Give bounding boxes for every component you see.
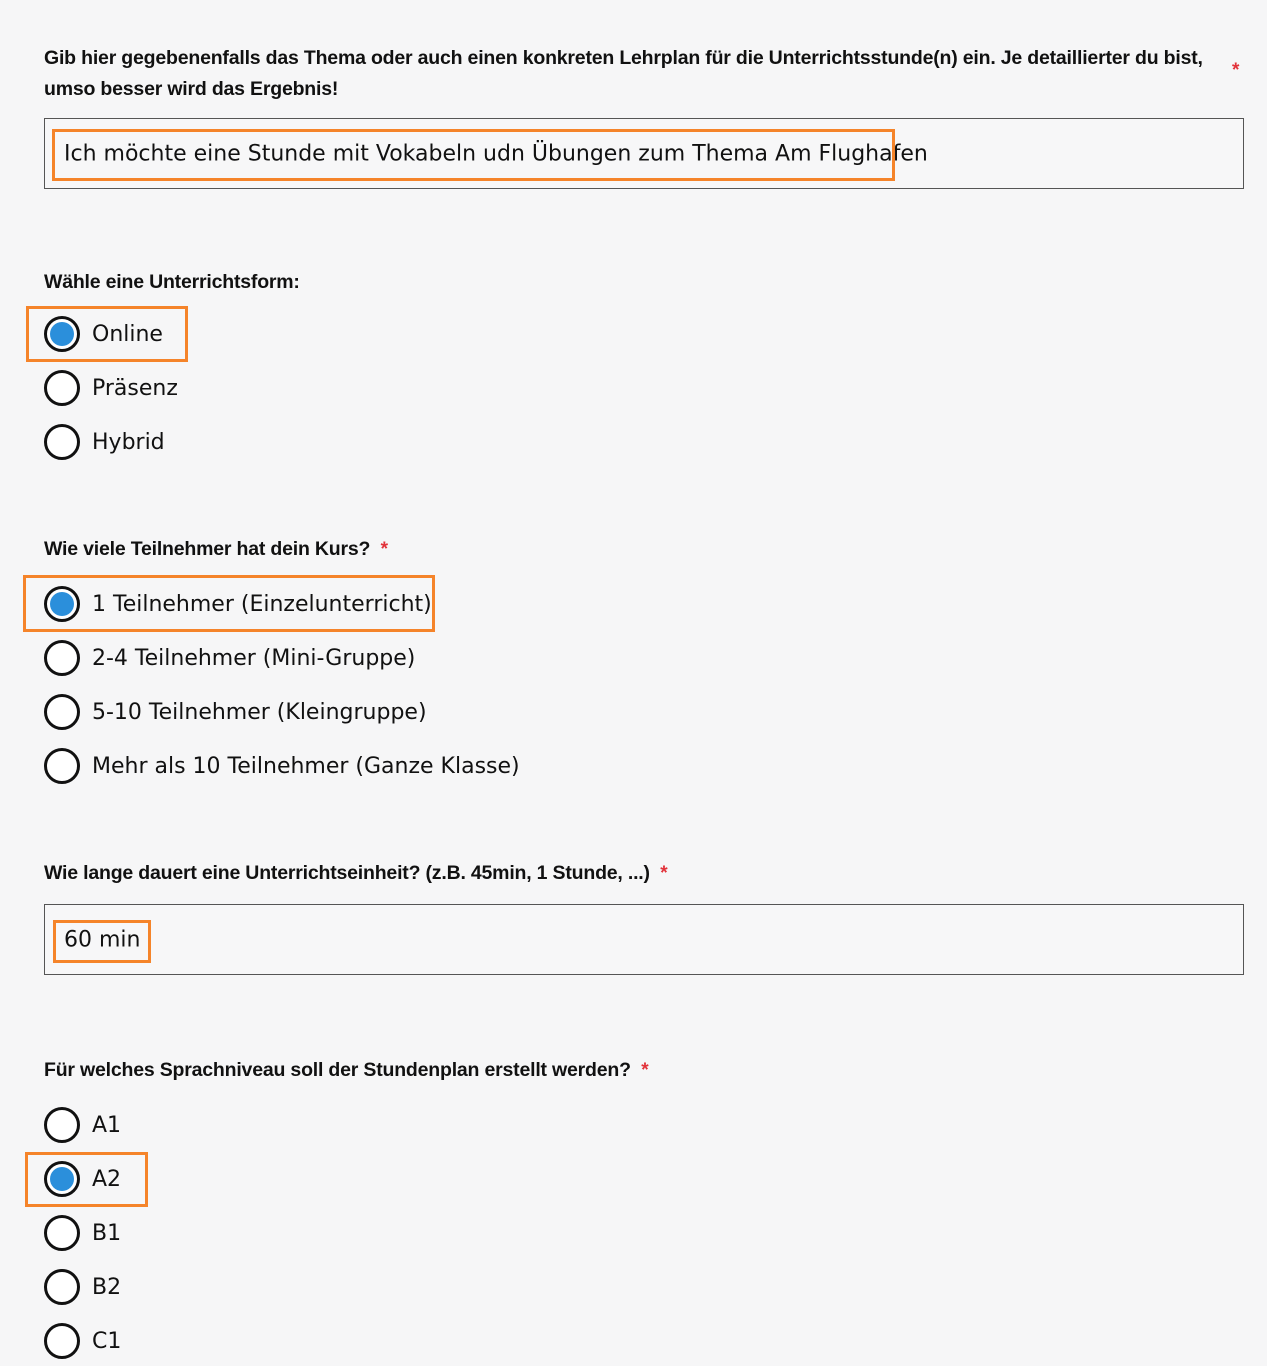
topic-required-mark: * [1232,60,1240,81]
participants-option-label: 1 Teilnehmer (Einzelunterricht) [92,591,432,617]
level-option-label: C1 [92,1328,122,1354]
level-radio-c1[interactable] [44,1323,80,1359]
participants-option-2-4[interactable] [44,638,415,678]
level-option-label: B1 [92,1220,122,1246]
participants-radio-10plus[interactable] [44,748,80,784]
level-radio-a1[interactable] [44,1107,80,1143]
duration-required-mark: * [660,863,668,884]
level-option-label: A1 [92,1112,122,1138]
format-label: Wähle eine Unterrichtsform: [44,271,300,293]
level-label-text: Für welches Sprachniveau soll der Stundenplan erstellt werden? [44,1059,631,1081]
participants-radio-5-10[interactable] [44,694,80,730]
format-radio-hybrid[interactable] [44,424,80,460]
participants-option-label: 5-10 Teilnehmer (Kleingruppe) [92,699,427,725]
duration-label-text: Wie lange dauert eine Unterrichtseinheit? (z.B. 45min, 1 Stunde, ...) [44,862,650,884]
format-option-online[interactable] [44,314,163,354]
topic-input-value: Ich möchte eine Stunde mit Vokabeln udn Übungen zum Thema Am Flughafen [64,141,928,166]
format-option-hybrid[interactable] [44,422,165,462]
participants-radio-1[interactable] [44,586,80,622]
level-option-label: A2 [92,1166,122,1192]
level-label [44,1055,648,1086]
level-option-label: B2 [92,1274,122,1300]
level-option-b1[interactable] [44,1213,121,1253]
participants-option-1[interactable] [44,584,432,624]
duration-input[interactable] [44,904,1244,975]
format-radio-praesenz[interactable] [44,370,80,406]
participants-option-label: 2-4 Teilnehmer (Mini-Gruppe) [92,645,416,671]
level-radio-a2[interactable] [44,1161,80,1197]
participants-label-text: Wie viele Teilnehmer hat dein Kurs? [44,538,371,560]
level-option-a2[interactable] [44,1159,121,1199]
format-option-label: Online [92,321,163,347]
participants-required-mark: * [380,539,388,560]
participants-option-5-10[interactable] [44,692,427,732]
participants-radio-2-4[interactable] [44,640,80,676]
format-radio-online[interactable] [44,316,80,352]
format-option-praesenz[interactable] [44,368,178,408]
level-radio-b1[interactable] [44,1215,80,1251]
duration-input-value: 60 min [64,927,141,952]
format-option-label: Präsenz [92,375,178,401]
participants-option-10plus[interactable] [44,746,520,786]
level-option-b2[interactable] [44,1267,121,1307]
participants-option-label: Mehr als 10 Teilnehmer (Ganze Klasse) [92,753,520,779]
participants-label [44,534,388,565]
level-required-mark: * [641,1060,649,1081]
level-radio-b2[interactable] [44,1269,80,1305]
topic-input[interactable] [44,118,1244,189]
duration-label [44,858,667,889]
level-option-a1[interactable] [44,1105,121,1145]
level-option-c1[interactable] [44,1321,121,1361]
format-option-label: Hybrid [92,429,165,455]
topic-label: Gib hier gegebenenfalls das Thema oder auch einen konkreten Lehrplan für die Unterrichtsstunde(n) ein. Je detaillierter du bist, umso besser wird das Ergebnis! [44,47,1203,100]
